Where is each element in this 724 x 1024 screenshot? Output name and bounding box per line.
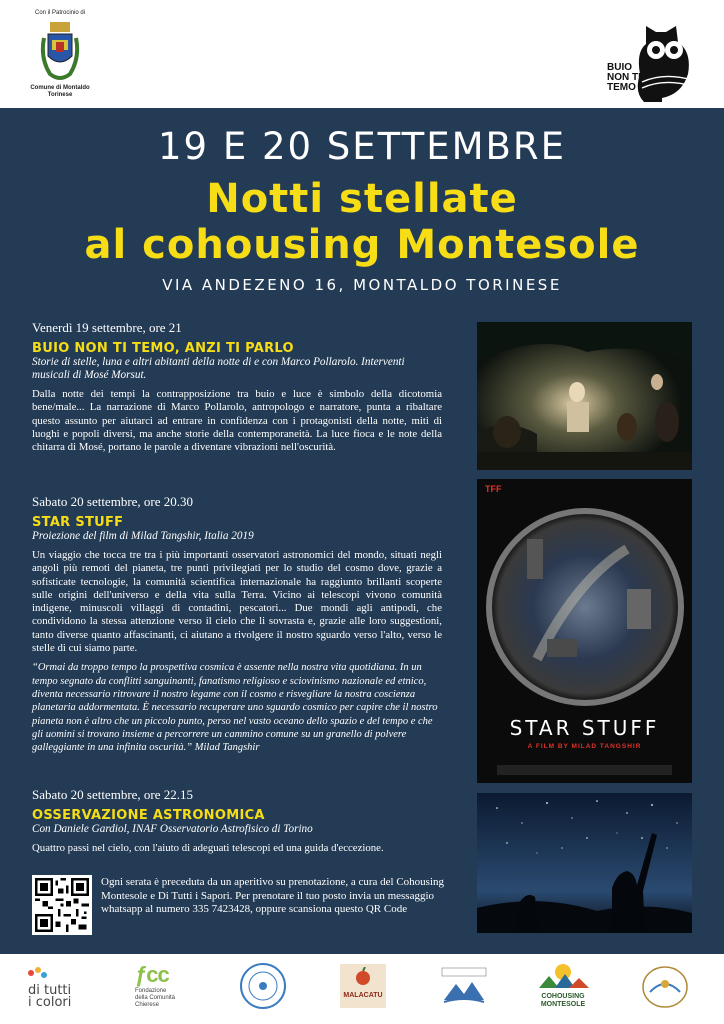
patronage-label: Con il Patrocinio di <box>34 10 86 16</box>
event-3-subtitle: Con Daniele Gardiol, INAF Osservatorio Astrofisico di Torino <box>32 823 313 835</box>
event-1-subtitle: Storie di stelle, luna e altri abitanti della notte di e con Marco Pollarolo. Interventi musicali di Mosé Morsut. <box>32 356 405 381</box>
event-2-when: Sabato 20 settembre, ore 20.30 <box>32 494 194 509</box>
buio-logo-text: BUIO NON TI TEMO <box>607 62 641 93</box>
ditutti-logo: di tutti i colori <box>28 966 92 1009</box>
qr-code[interactable] <box>32 875 92 935</box>
event-2-quote: “Ormai da troppo tempo la prospettiva cosmica è assente nella nostra vita quotidiana. In un tempo segnato da conflitti sanguinanti, fanatismo religioso e sciovinismo nazionale ed etnico, diventa necessario ritrovare il nostro legame con il cosmo e risvegliare la nostra coscienza planetaria addormentata. È necessario recuperare uno sguardo cosmico per capire che il nostro pianeta non è altro che un piccolo punto, perso nel vasto oceano dello spazio e del tempo e che gli uomini si trovano insieme a percorrere un cammino comune su un granello di polvere galleggiante in una infinita oscurità.” Milad Tangshir <box>32 662 438 754</box>
tff-badge: TFF <box>485 484 502 494</box>
fondazione-logo: ƒcc Fondazione della Comunità Chierese <box>135 962 205 1009</box>
main-title: Notti stellate al cohousing Montesole <box>84 176 640 268</box>
event-3-when: Sabato 20 settembre, ore 22.15 <box>32 787 194 802</box>
cohousing-logo: COHOUSING MONTESOLE <box>533 962 593 1009</box>
event-1 <box>32 320 442 454</box>
venue-address: VIA ANDEZENO 16, MONTALDO TORINESE <box>162 276 562 294</box>
event-3-title: OSSERVAZIONE ASTRONOMICA <box>32 808 265 823</box>
event-2 <box>32 494 442 754</box>
association-landscape-logo-icon <box>440 966 488 1006</box>
event-3-body: Quattro passi nel cielo, con l'aiuto di adeguati telescopi ed una guida d'eccezione. <box>32 842 384 854</box>
comune-crest-icon <box>36 18 84 84</box>
event-3 <box>32 787 442 855</box>
sponsor-strip <box>0 954 724 1024</box>
event-2-title: STAR STUFF <box>32 515 124 530</box>
oval-emblem-logo-icon <box>640 962 690 1012</box>
event-dates: 19 E 20 SETTEMBRE <box>157 125 566 168</box>
stargazing-photo <box>477 793 692 933</box>
houses-sun-icon <box>535 962 591 988</box>
event-2-body: Un viaggio che tocca tre tra i più importanti osservatori astronomici del mondo, situati negli angoli più remoti del pianeta, tre punti privilegiati per lo studio del cosmo dove, grazie a sofisticate tecnologie, la comunità scientifica internazionale ha raggiunto brillanti scoperte sulle origini dell'universo e della vita sulla Terra. Vicino ai telescopi vivono comunità indigene, minuscoli villaggi di contadini, pescatori... Due mondi agli antipodi, che condividono la stessa attenzione verso il cielo che li sovrasta e, grazie alle loro suggestioni, tanto diverse quanto affascinanti, ci aiutano a rivolgere il nostro sguardo verso l'alto, verso le stelle di cui siamo parte. <box>32 549 442 655</box>
event-1-body: Dalla notte dei tempi la contrapposizione tra buio e luce è simbolo della dicotomia bene/male... La narrazione di Marco Pollarolo, antropologo e narratore, punta a ribaltare questo assunto per aiutarci ad entrare in confidenza con i protagonisti della notte, miti di luoghi e popoli diversi, ma anche storie della contemporaneità. La luce fioca e le note della chitarra di Mosé, portano le parole a diventare vibrazioni nell'oscurità. <box>32 388 442 454</box>
colored-dots-icon <box>28 966 48 980</box>
event-2-subtitle: Proiezione del film di Milad Tangshir, Italia 2019 <box>32 530 254 542</box>
fcc-mark-icon: ƒcc <box>135 962 169 987</box>
poster-title: STAR STUFF <box>509 716 660 740</box>
reservation-note: Ogni serata è preceduta da un aperitivo su prenotazione, a cura del Cohousing Montesole e Di Tutti i Sapori. Per prenotare il tuo posto invia un messaggio whatsapp al numero 335 7423428, oppure scansiona questo QR Code <box>101 876 445 916</box>
comune-block <box>30 10 90 99</box>
malacatu-logo: MALACATU <box>340 964 386 1008</box>
event-1-title: BUIO NON TI TEMO, ANZI TI PARLO <box>32 341 294 356</box>
film-poster <box>477 479 692 783</box>
astronomy-association-logo-icon <box>239 962 287 1010</box>
poster-byline: A FILM BY MILAD TANGSHIR <box>527 743 642 750</box>
comune-name: Comune di Montaldo Torinese <box>30 85 90 98</box>
fruit-icon <box>352 967 374 987</box>
storytelling-photo <box>477 322 692 470</box>
event-1-when: Venerdì 19 settembre, ore 21 <box>32 320 182 335</box>
